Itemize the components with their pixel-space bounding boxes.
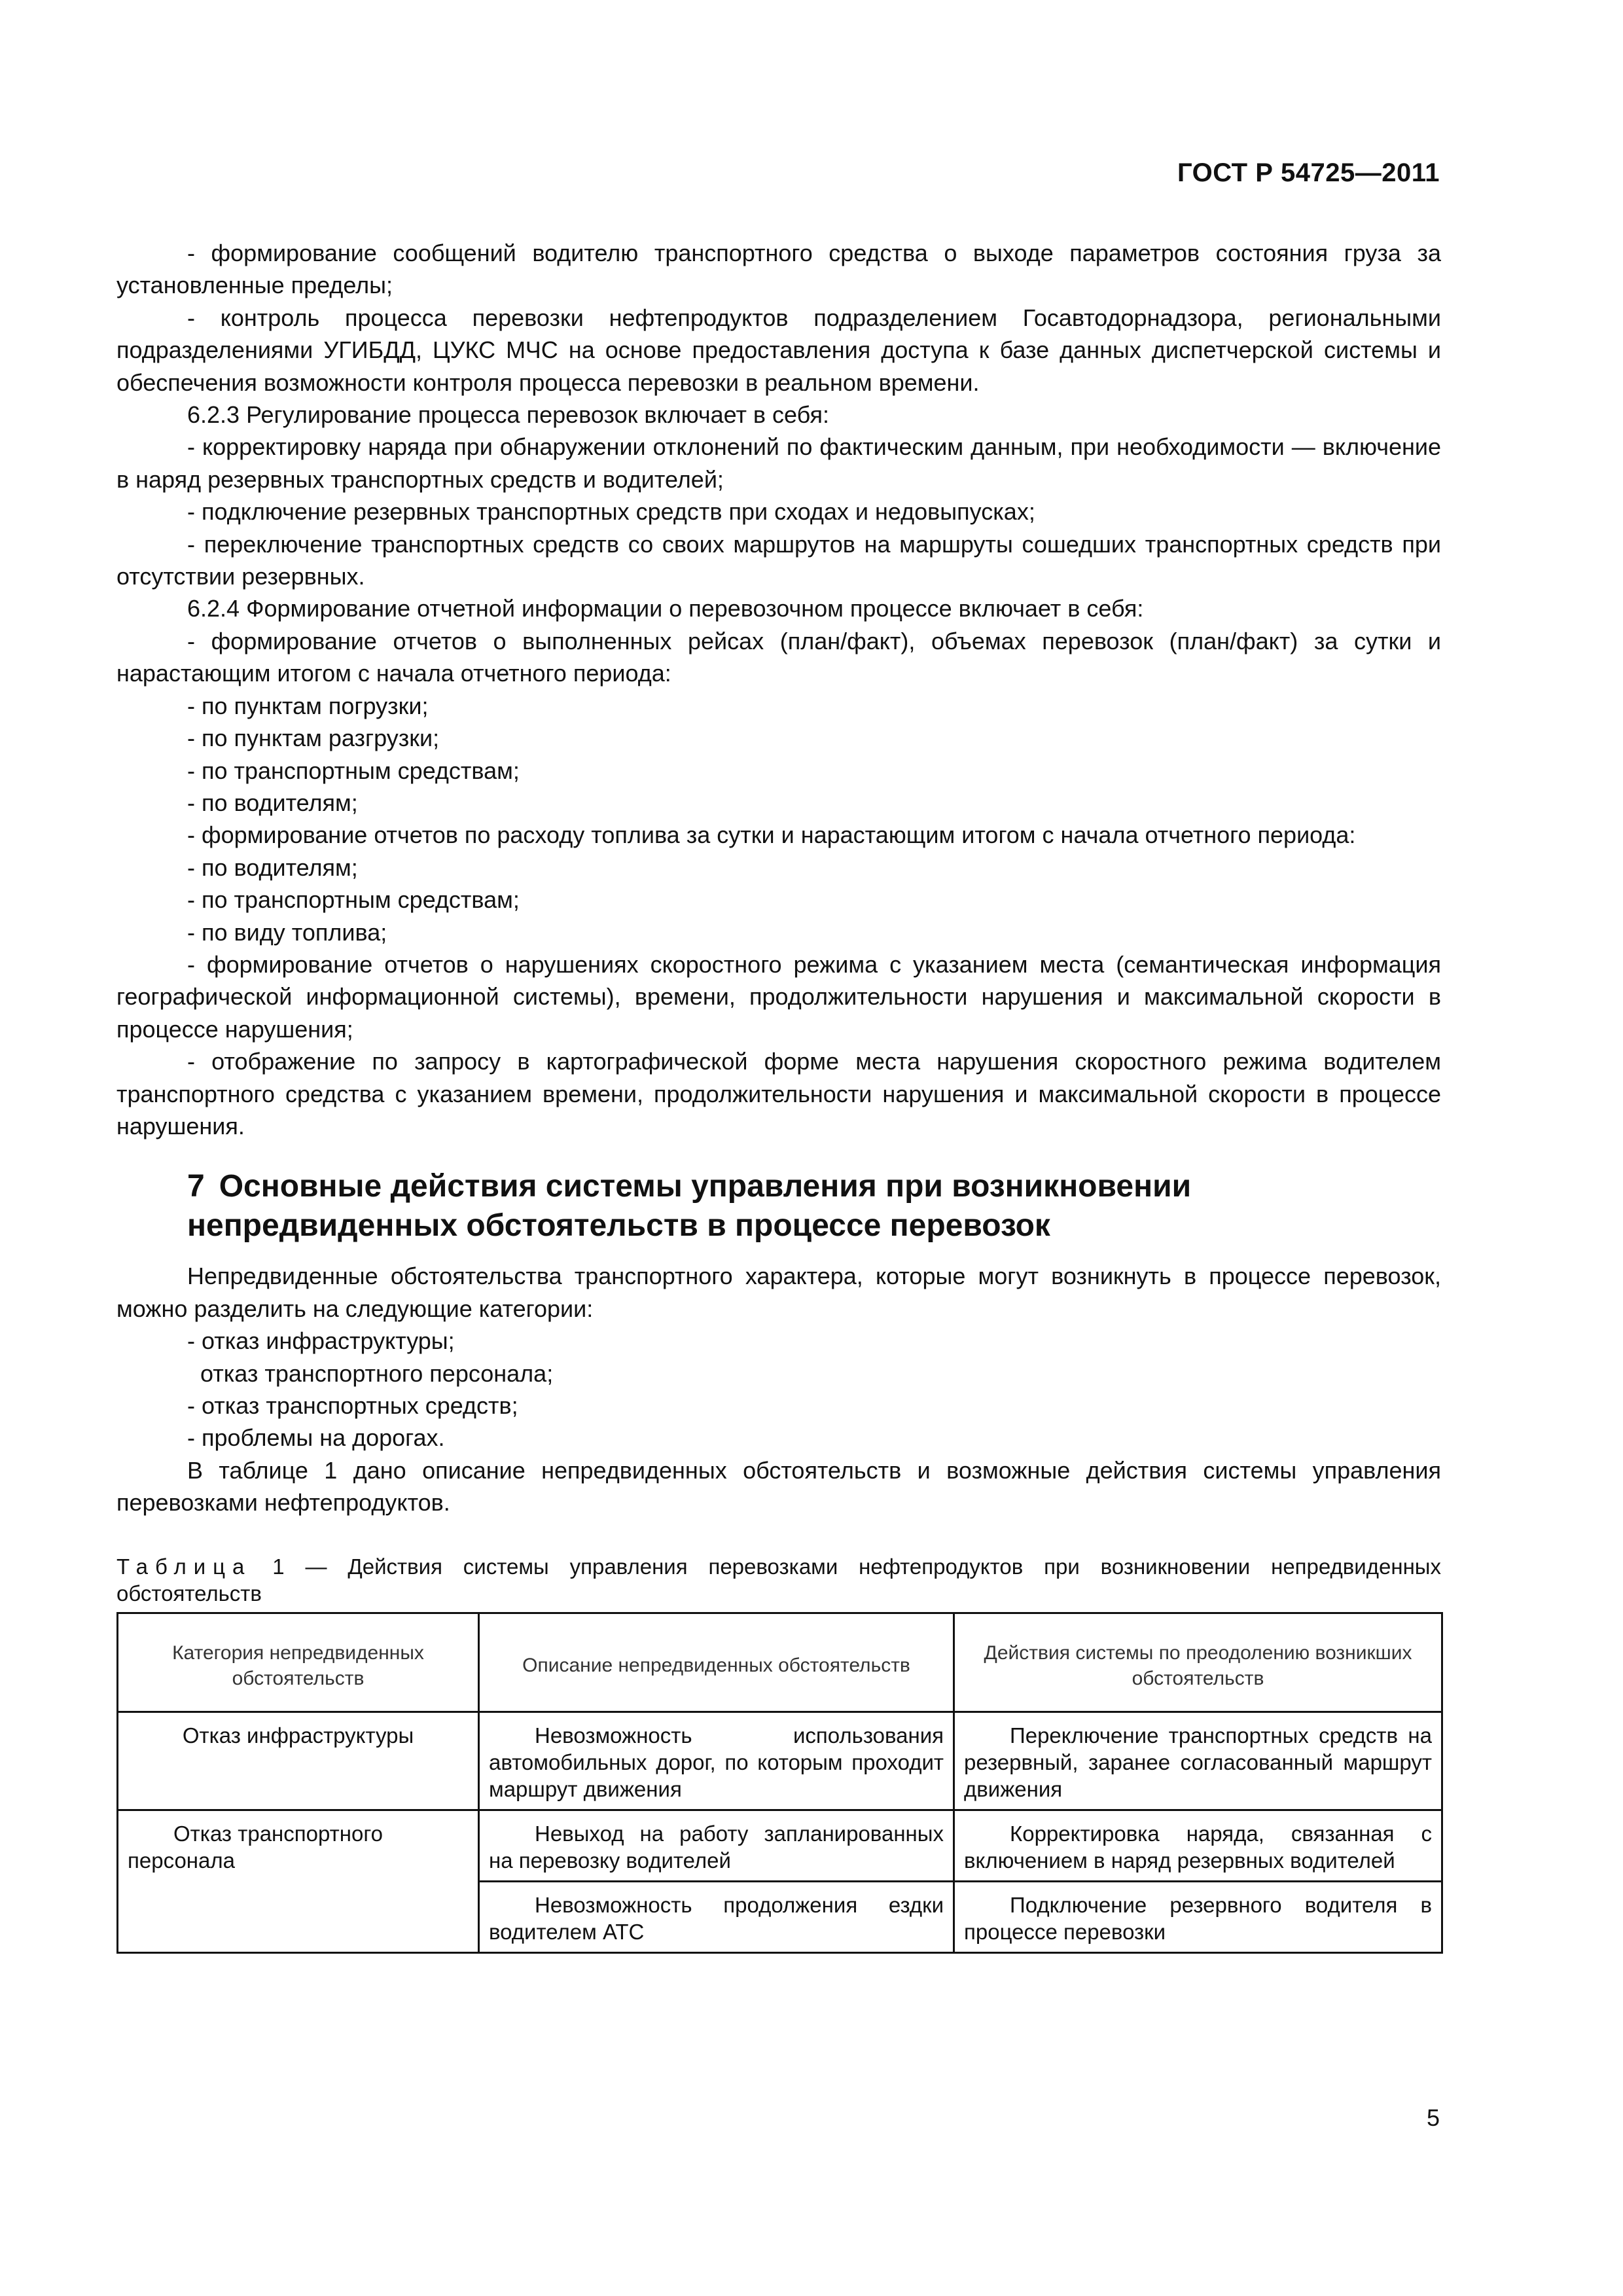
paragraph: - подключение резервных транспортных средств при сходах и недовыпусках; — [116, 495, 1441, 528]
table-caption — [116, 1553, 1441, 1607]
paragraph: отказ транспортного персонала; — [200, 1359, 554, 1387]
cell-text: Отказ инфраструктуры — [182, 1723, 414, 1748]
paragraph: - отказ транспортных средств; — [116, 1390, 1441, 1422]
paragraph: - отказ инфраструктуры; — [116, 1325, 1441, 1357]
paragraph: - контроль процесса перевозки нефтепродуктов подразделением Госавтодорнадзора, региональными подразделениями УГИБДД, ЦУКС МЧС на основе предоставления доступа к базе данных диспетчерской системы и обеспечения возможности контроля процесса перевозки в реальном времени. — [116, 302, 1441, 399]
document-body — [116, 237, 1441, 1954]
table-cell-action — [954, 1810, 1442, 1881]
table-caption-label: Таблица — [116, 1554, 252, 1579]
table-row — [118, 1810, 1442, 1881]
actions-table — [116, 1612, 1443, 1954]
paragraph: - по пунктам погрузки; — [116, 690, 1441, 722]
paragraph: - отображение по запросу в картографической форме места нарушения скоростного режима водителем транспортного средства с указанием времени, продолжительности нарушения и максимальной скорости в процессе нарушения. — [116, 1045, 1441, 1142]
paragraph: - формирование отчетов по расходу топлива за сутки и нарастающим итогом с начала отчетного периода: — [116, 819, 1441, 851]
paragraph: 6.2.3 Регулирование процесса перевозок включает в себя: — [187, 401, 829, 429]
paragraph: Непредвиденные обстоятельства транспортного характера, которые могут возникнуть в процессе перевозок, можно разделить на следующие категории: — [116, 1263, 1441, 1322]
section-7-title: Основные действия системы управления при возникновении непредвиденных обстоятельств в процессе перевозок — [187, 1169, 1192, 1244]
paragraph: - корректировку наряда при обнаружении отклонений по фактическим данным, при необходимости — включение в наряд резервных транспортных средств и водителей; — [116, 431, 1441, 495]
paragraph: - по транспортным средствам; — [116, 884, 1441, 916]
table-header-cell: Действия системы по преодолению возникших обстоятельств — [954, 1613, 1442, 1712]
table-header-row — [118, 1613, 1442, 1712]
paragraph: - по транспортным средствам; — [116, 755, 1441, 787]
section-6-paragraphs — [116, 237, 1441, 1142]
table-cell-category — [118, 1712, 479, 1810]
cell-text: Невыход на работу запланированных на перевозку водителей — [489, 1821, 944, 1873]
paragraph: - проблемы на дорогах. — [116, 1422, 1441, 1454]
table-cell-category — [118, 1810, 479, 1952]
paragraph: - по виду топлива; — [116, 916, 1441, 948]
section-7-number: 7 — [187, 1169, 205, 1204]
paragraph: - формирование сообщений водителю транспортного средства о выходе параметров состояния груза за установленные пределы; — [116, 237, 1441, 302]
table-header-cell: Описание непредвиденных обстоятельств — [479, 1613, 954, 1712]
table-cell-description — [479, 1810, 954, 1881]
table-cell-action — [954, 1881, 1442, 1952]
page-number: 5 — [1426, 2104, 1440, 2131]
paragraph: - по водителям; — [116, 852, 1441, 884]
paragraph: - по водителям; — [116, 787, 1441, 819]
cell-text: Подключение резервного водителя в процессе перевозки — [964, 1892, 1432, 1944]
cell-text: Переключение транспортных средств на резервный, заранее согласованный маршрут движения — [964, 1723, 1432, 1801]
table-header-cell: Категория непредвиденных обстоятельств — [118, 1613, 479, 1712]
cell-text: Невозможность использования автомобильных дорог, по которым проходит маршрут движения — [489, 1723, 944, 1801]
table-caption-number: 1 — [272, 1554, 285, 1579]
cell-text: Корректировка наряда, связанная с включением в наряд резервных водителей — [964, 1821, 1432, 1873]
table-cell-description — [479, 1881, 954, 1952]
table-cell-description — [479, 1712, 954, 1810]
section-7-paragraphs — [116, 1260, 1441, 1518]
paragraph: 6.2.4 Формирование отчетной информации о перевозочном процессе включает в себя: — [187, 595, 1144, 622]
paragraph: - формирование отчетов о выполненных рейсах (план/факт), объемах перевозок (план/факт) за сутки и нарастающим итогом с начала отчетного периода: — [116, 625, 1441, 690]
paragraph: - формирование отчетов о нарушениях скоростного режима с указанием места (семантическая информация географической информационной системы), времени, продолжительности нарушения и максимальной скорости в процессе нарушения; — [116, 948, 1441, 1045]
document-header-id: ГОСТ Р 54725—2011 — [1177, 158, 1440, 187]
paragraph: - переключение транспортных средств со своих маршрутов на маршруты сошедших транспортных средств при отсутствии резервных. — [116, 528, 1441, 593]
cell-text: Отказ транспортного персонала — [128, 1821, 383, 1873]
cell-text: Невозможность продолжения ездки водителем АТС — [489, 1892, 944, 1944]
table-cell-action — [954, 1712, 1442, 1810]
table-row — [118, 1712, 1442, 1810]
paragraph: - по пунктам разгрузки; — [116, 722, 1441, 754]
paragraph: В таблице 1 дано описание непредвиденных обстоятельств и возможные действия системы управления перевозками нефтепродуктов. — [116, 1456, 1441, 1516]
section-7-heading — [116, 1167, 1441, 1246]
table-caption-text: — Действия системы управления перевозками нефтепродуктов при возникновении непредвиденных обстоятельств — [116, 1554, 1442, 1605]
